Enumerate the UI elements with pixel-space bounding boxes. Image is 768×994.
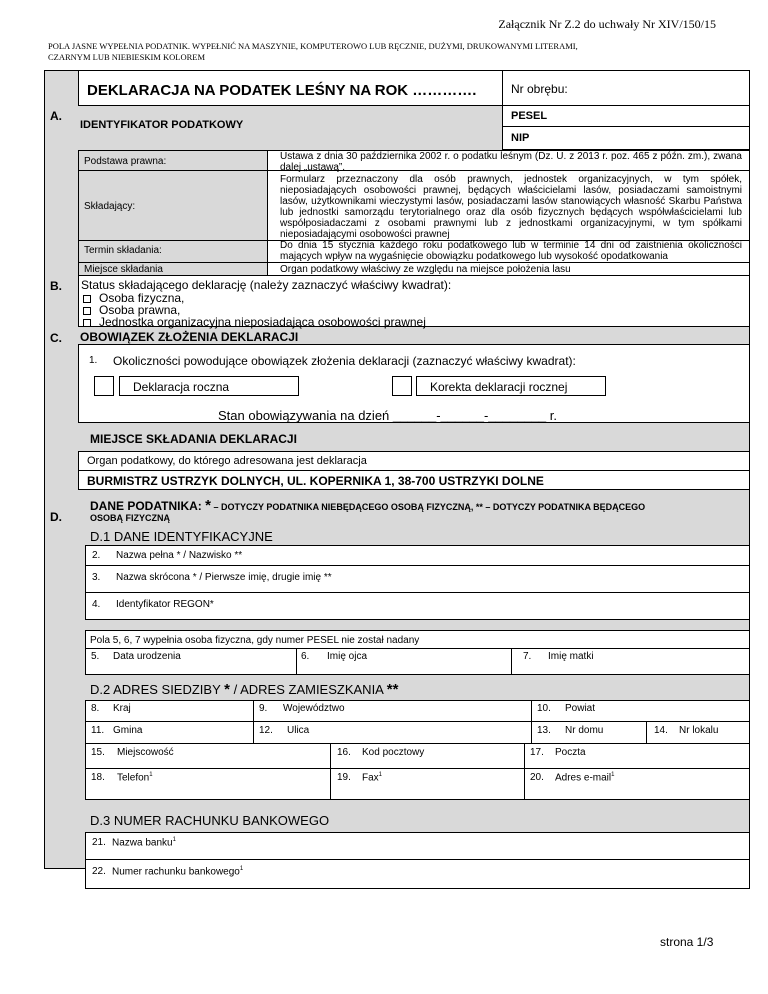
checkbox-icon[interactable] — [83, 295, 91, 303]
divider — [78, 262, 750, 263]
field-14-label[interactable]: Nr lokalu — [679, 725, 719, 736]
field-9-label[interactable]: Województwo — [283, 703, 345, 714]
field-21-number: 21. — [92, 837, 106, 848]
d1-title: D.1 DANE IDENTYFIKACYJNE — [90, 529, 273, 544]
divider — [85, 721, 750, 722]
field-6-label[interactable]: Imię ojca — [327, 651, 368, 662]
field-20-number: 20. — [530, 772, 544, 783]
field-3-label: Nazwa skrócona * / Pierwsze imię, drugie imię ** — [116, 572, 332, 583]
q1-number: 1. — [89, 355, 98, 366]
divider — [296, 648, 297, 675]
field-16-label[interactable]: Kod pocztowy — [362, 747, 425, 758]
organ-value-box — [78, 470, 750, 490]
legal-label: Podstawa prawna: — [84, 156, 167, 167]
field-6-number: 6. — [301, 651, 310, 662]
deklaracja-roczna-checkbox[interactable] — [94, 376, 114, 396]
checkbox-icon[interactable] — [83, 319, 91, 327]
divider — [85, 743, 750, 744]
korekta-checkbox[interactable] — [392, 376, 412, 396]
section-a-letter: A. — [50, 109, 62, 123]
nip-field[interactable] — [502, 126, 750, 150]
field-11-number: 11. — [91, 725, 105, 736]
field-4-number: 4. — [92, 599, 101, 610]
field-17-number: 17. — [530, 747, 544, 758]
field-2[interactable] — [85, 545, 750, 566]
pola-note: Pola 5, 6, 7 wypełnia osoba fizyczna, gdy numer PESEL nie został nadany — [90, 635, 420, 646]
identyfikator-label: IDENTYFIKATOR PODATKOWY — [80, 119, 244, 131]
deklaracja-roczna-option[interactable] — [119, 376, 299, 396]
korekta-label: Korekta deklaracji rocznej — [430, 380, 568, 394]
field-20-label[interactable]: Adres e-mail$^1$ — [555, 772, 615, 784]
attachment-note: Załącznik Nr Z.2 do uchwały Nr XIV/150/15 — [498, 17, 716, 31]
field-17-label[interactable]: Poczta — [555, 747, 586, 758]
field-5-number: 5. — [91, 651, 100, 662]
section-d-title-line2: OSOBĄ FIZYCZNĄ — [90, 513, 170, 523]
section-d-title: DANE PODATNIKA: * – DOTYCZY PODATNIKA NIEBĘDĄCEGO OSOBĄ FIZYCZNĄ, ** – DOTYCZY PODATNIKA BĘDĄCEGO — [90, 497, 646, 514]
legal-text: Do dnia 15 stycznia każdego roku podatkowego lub w terminie 14 dni od zaistnienia okoliczności mających wpływ na wygaśnięcie obowiązku podatkowego lub wysokość opodatkowania — [280, 240, 742, 262]
field-7-number: 7. — [523, 651, 532, 662]
legal-text: Organ podatkowy właściwy ze względu na miejsce położenia lasu — [280, 264, 571, 275]
legal-label: Składający: — [84, 201, 136, 212]
field-8-number: 8. — [91, 703, 100, 714]
organ-value: BURMISTRZ USTRZYK DOLNYCH, UL. KOPERNIKA 1, 38-700 USTRZYKI DOLNE — [87, 474, 544, 488]
field-9-number: 9. — [259, 703, 268, 714]
organ-label-box — [78, 451, 750, 471]
legal-text: Formularz przeznaczony dla osób prawnych, jednostek organizacyjnych, w tym spółek, nieposiadających osobowości prawnej, będących właścicielami lasów, posiadaczami samoistnymi lasów, użytkownikami wieczystymi lasów, posiadaczami lasów stanowiących własność Skarbu Państwa lub jednostki samorządu terytorialnego oraz dla osób fizycznych będących współwłaścicielami lub współposiadaczami z osobami prawnymi lub z jednostkami organizacyjnymi, w tym spółkami nieposiadającymi osobowości prawnej — [280, 174, 742, 240]
form-title: DEKLARACJA NA PODATEK LEŚNY NA ROK …………. — [87, 82, 477, 99]
field-15-label[interactable]: Miejscowość — [117, 747, 174, 758]
title-box — [78, 70, 503, 106]
field-12-label[interactable]: Ulica — [287, 725, 310, 736]
field-13-number: 13. — [537, 725, 551, 736]
nip-label: NIP — [511, 132, 530, 144]
divider — [253, 700, 254, 743]
legal-label: Miejsce składania — [84, 264, 163, 275]
section-c-letter: C. — [50, 331, 62, 345]
pesel-field[interactable] — [502, 105, 750, 127]
nr-obrebu-label: Nr obrębu: — [511, 82, 568, 96]
divider — [646, 721, 647, 743]
field-10-label[interactable]: Powiat — [565, 703, 596, 714]
page-number: strona 1/3 — [660, 935, 714, 949]
field-21-label: Nazwa banku$^1$ — [112, 837, 176, 849]
field-21[interactable] — [85, 832, 750, 860]
divider — [524, 743, 525, 800]
checkbox-icon[interactable] — [83, 307, 91, 315]
field-4-label: Identyfikator REGON* — [116, 599, 214, 610]
field-22-number: 22. — [92, 866, 106, 877]
fill-instructions: POLA JASNE WYPEŁNIA PODATNIK. WYPEŁNIĆ NA MASZYNIE, KOMPUTEROWO LUB RĘCZNIE, DUŻYMI, DRUKOWANYMI LITERAMI, CZARNYM LUB NIEBIESKIM KOLOREM — [48, 41, 578, 62]
status-option-osoba-fizyczna[interactable]: Osoba fizyczna, — [83, 291, 184, 305]
field-18-label[interactable]: Telefon$^1$ — [117, 772, 153, 784]
section-b-letter: B. — [50, 279, 62, 293]
field-13-label[interactable]: Nr domu — [565, 725, 604, 736]
deklaracja-roczna-label: Deklaracja roczna — [133, 380, 230, 394]
field-4[interactable] — [85, 592, 750, 620]
field-8-label[interactable]: Kraj — [113, 703, 131, 714]
field-19-label[interactable]: Fax$^1$ — [362, 772, 383, 784]
field-11-label[interactable]: Gmina — [113, 725, 143, 736]
section-d-letter: D. — [50, 510, 62, 524]
divider — [85, 768, 750, 769]
stan-obowiazywania[interactable]: Stan obowiązywania na dzień ______-______-________ r. — [218, 408, 557, 423]
field-3-number: 3. — [92, 572, 101, 583]
field-22[interactable] — [85, 859, 750, 889]
field-5-label[interactable]: Data urodzenia — [113, 651, 181, 662]
korekta-option[interactable] — [416, 376, 606, 396]
pesel-label: PESEL — [511, 110, 548, 122]
section-c-title: OBOWIĄZEK ZŁOŻENIA DEKLARACJI — [80, 330, 299, 344]
field-14-number: 14. — [654, 725, 668, 736]
divider — [85, 648, 750, 649]
field-10-number: 10. — [537, 703, 551, 714]
divider — [330, 743, 331, 800]
field-3[interactable] — [85, 565, 750, 593]
field-15-number: 15. — [91, 747, 105, 758]
field-18-number: 18. — [91, 772, 105, 783]
status-option-jednostka[interactable]: Jednostka organizacyjna nieposiadająca osobowości prawnej — [83, 315, 426, 329]
d2-title: D.2 ADRES SIEDZIBY * / ADRES ZAMIESZKANIA ** — [90, 681, 399, 698]
field-16-number: 16. — [337, 747, 351, 758]
nr-obrebu-field[interactable] — [502, 70, 750, 106]
q1-question: Okoliczności powodujące obowiązek złożenia deklaracji (zaznaczyć właściwy kwadrat): — [113, 354, 576, 368]
field-2-number: 2. — [92, 550, 101, 561]
organ-label: Organ podatkowy, do którego adresowana jest deklaracja — [87, 455, 367, 467]
field-19-number: 19. — [337, 772, 351, 783]
legal-label: Termin składania: — [84, 245, 162, 256]
status-title: Status składającego deklarację (należy zaznaczyć właściwy kwadrat): — [81, 278, 452, 292]
field-7-label[interactable]: Imię matki — [548, 651, 594, 662]
legal-text: Ustawa z dnia 30 października 2002 r. o podatku leśnym (Dz. U. z 2013 r. poz. 465 z późn. zm.), zwana dalej „ustawą”. — [280, 151, 742, 173]
divider — [531, 700, 532, 743]
field-2-label: Nazwa pełna * / Nazwisko ** — [116, 550, 243, 561]
field-22-label: Numer rachunku bankowego$^1$ — [112, 866, 244, 878]
d3-title: D.3 NUMER RACHUNKU BANKOWEGO — [90, 813, 330, 828]
field-12-number: 12. — [259, 725, 273, 736]
divider — [511, 648, 512, 675]
legal-labels-col — [78, 150, 268, 276]
miejsce-title: MIEJSCE SKŁADANIA DEKLARACJI — [90, 432, 297, 446]
status-option-osoba-prawna[interactable]: Osoba prawna, — [83, 303, 180, 317]
